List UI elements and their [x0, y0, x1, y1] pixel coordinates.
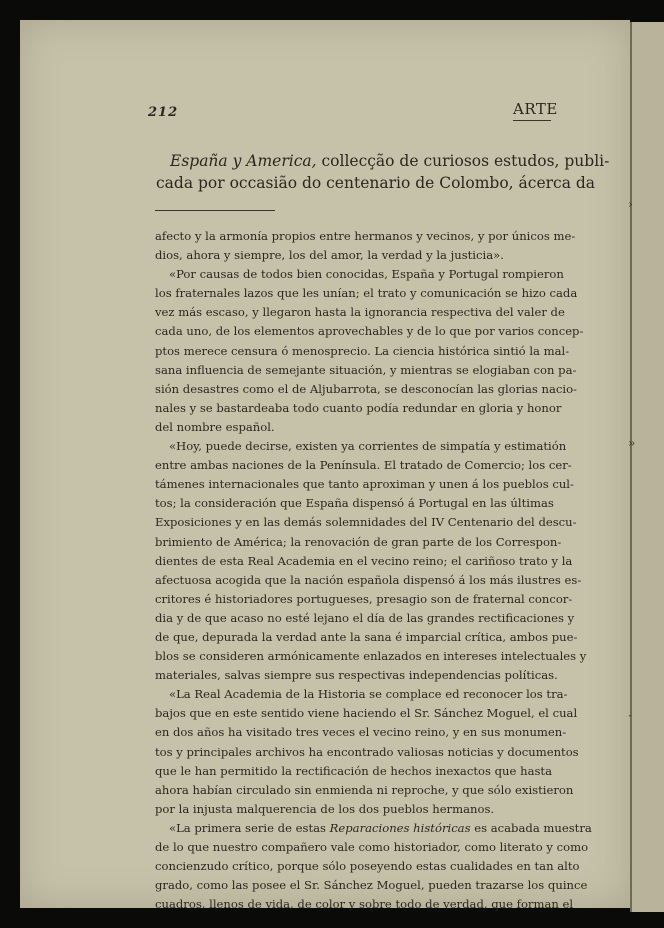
text-line: «La primera serie de estas Reparaciones históricas es acabada muestra — [169, 820, 592, 835]
text-line: entre ambas naciones de la Península. El tratado de Comercio; los cer- — [155, 458, 572, 473]
intro-line: cada por occasião do centenario de Colombo, ácerca da — [156, 174, 596, 192]
text-line: sión desastres como el de Aljubarrota, se desconocían las glorias nacio- — [155, 381, 577, 396]
text-line: vez más escaso, y llegaron hasta la ignorancia respectiva del valer de — [155, 305, 565, 320]
text-line: concienzudo crítico, porque sólo poseyendo estas cualidades en tan alto — [155, 859, 580, 874]
book-title: España y America, — [170, 152, 317, 170]
text-line: de lo que nuestro compañero vale como historiador, como literato y como — [155, 840, 589, 854]
text-line: bajos que en este sentido viene haciendo el Sr. Sánchez Moguel, el cual — [155, 706, 578, 721]
text-line: «Por causas de todos bien conocidas, España y Portugal rompieron — [169, 267, 564, 282]
intro-paragraph — [156, 150, 610, 194]
text-line: nales y se bastardeaba todo cuanto podía redundar en gloria y honor — [155, 400, 562, 415]
italic-title: Reparaciones históricas — [329, 820, 471, 835]
text-line: los fraternales lazos que les unían; el trato y comunicación se hizo cada — [155, 286, 578, 301]
text-line: materiales, salvas siempre sus respectivas independencias políticas. — [155, 668, 558, 683]
text-line: támenes internacionales que tanto aproximan y unen á los pueblos cul- — [155, 477, 574, 492]
text-line: «Hoy, puede decirse, existen ya corrientes de simpatía y estimatión — [169, 439, 567, 454]
facing-page-edge — [630, 22, 664, 912]
running-title: ARTE — [513, 100, 558, 118]
text-line: ahora habían circulado sin enmienda ni reproche, y que sólo existieron — [155, 782, 574, 797]
edge-mark: » — [628, 436, 636, 450]
text-line: blos se consideren armónicamente enlazados en intereses intelectuales y — [155, 649, 587, 664]
text-line: afecto y la armonía propios entre hermanos y vecinos, y por únicos me- — [155, 229, 576, 243]
text-line: dia y de que acaso no esté lejano el día de las grandes rectificaciones y — [155, 610, 575, 625]
text-line: cada uno, de los elementos aprovechables y de lo que por varios concep- — [155, 324, 584, 339]
edge-mark: › — [628, 197, 633, 211]
edge-mark: · — [628, 709, 632, 723]
running-title-rule — [513, 120, 551, 121]
intro-line: España y America, collecção de curiosos estudos, publi- — [170, 152, 610, 170]
text-line: ptos merece censura ó menosprecio. La ciencia histórica sintió la mal- — [155, 343, 570, 358]
text-line: del nombre español. — [155, 419, 275, 434]
text-line: que le han permitido la rectificación de hechos inexactos que hasta — [155, 763, 552, 778]
text-line: brimiento de América; la renovación de gran parte de los Correspon- — [155, 534, 562, 549]
text-line: afectuosa acogida que la nación española dispensó á los más ilustres es- — [155, 572, 582, 587]
text-line: critores é historiadores portugueses, presagio son de fraternal concor- — [155, 591, 573, 606]
text-line: Exposiciones y en las demás solemnidades del IV Centenario del descu- — [155, 515, 577, 530]
text-line: sana influencia de semejante situación, y mientras se elogiaban con pa- — [155, 362, 577, 377]
text-line: dientes de esta Real Academia en el vecino reino; el cariñoso trato y la — [155, 553, 573, 568]
text-line: cuadros, llenos de vida, de color y sobre todo de verdad, que forman el — [155, 897, 574, 912]
text-line: tos y principales archivos ha encontrado valiosas noticias y documentos — [155, 744, 579, 759]
text-line: de que, depurada la verdad ante la sana é imparcial crítica, ambos pue- — [155, 629, 578, 644]
text-line: en dos años ha visitado tres veces el vecino reino, y en sus monumen- — [155, 725, 567, 740]
page-number: 212 — [148, 105, 179, 120]
text-line: por la injusta malquerencia de los dos pueblos hermanos. — [155, 801, 495, 816]
text-line: grado, como las posee el Sr. Sánchez Moguel, pueden trazarse los quince — [155, 878, 588, 893]
footnote-rule — [155, 210, 275, 211]
quoted-text-block — [155, 227, 592, 914]
text-line: tos; la consideración que España dispensó á Portugal en las últimas — [155, 496, 554, 511]
text-line: «La Real Academia de la Historia se complace ed reconocer los tra- — [169, 687, 568, 702]
text-line: dios, ahora y siempre, los del amor, la verdad y la justicia». — [155, 248, 504, 263]
